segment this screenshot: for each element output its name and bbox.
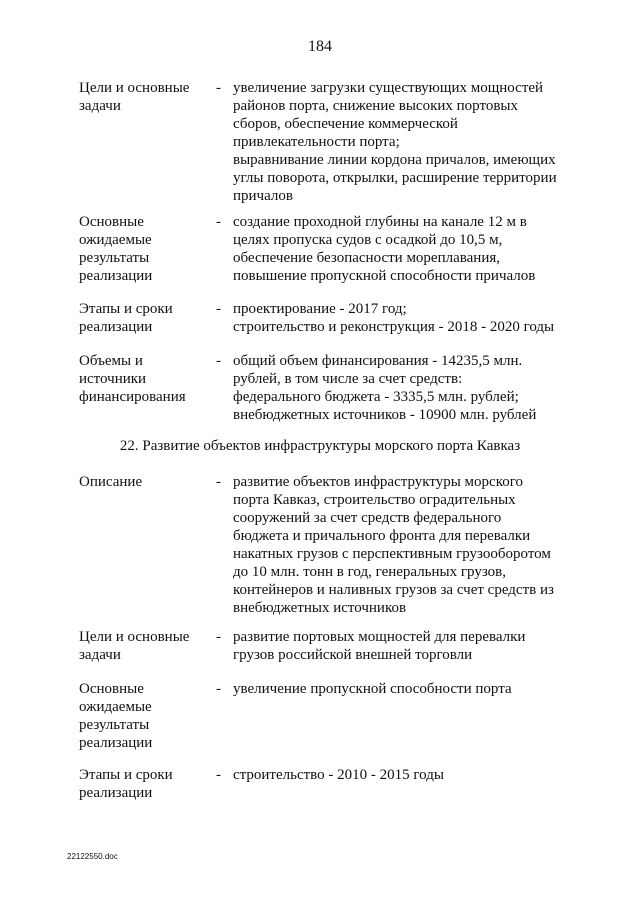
row-text-line: сооружений за счет средств федерального — [233, 510, 502, 526]
row-label — [79, 628, 209, 664]
row-label-line: Объемы и — [79, 353, 143, 369]
row-label — [79, 680, 209, 752]
row-label-line: результаты — [79, 717, 150, 733]
row-text-line: выравнивание линии кордона причалов, имеющих — [233, 152, 556, 168]
row-label — [79, 300, 209, 336]
row-text-line: порта Кавказ, строительство оградительных — [233, 492, 516, 508]
row-text-line: строительство и реконструкция - 2018 - 2020 годы — [233, 319, 555, 335]
row-text — [233, 680, 573, 698]
row-label-line: реализации — [79, 735, 153, 751]
row-label-line: реализации — [79, 785, 153, 801]
row-text-line: развитие портовых мощностей для перевалки — [233, 629, 526, 645]
row-text — [233, 352, 573, 424]
row-label-line: задачи — [79, 647, 121, 663]
row-label-line: Этапы и сроки — [79, 767, 173, 783]
row-dash: - — [216, 629, 221, 645]
row-text — [233, 766, 573, 784]
row-text-line: обеспечение безопасности мореплавания, — [233, 250, 501, 266]
row-text-line: проектирование - 2017 год; — [233, 301, 407, 317]
row-label-line: реализации — [79, 319, 153, 335]
row-label-line: Цели и основные — [79, 629, 190, 645]
page-number: 184 — [308, 38, 332, 55]
row-label — [79, 79, 209, 115]
row-text-line: районов порта, снижение высоких портовых — [233, 98, 518, 114]
row-label-line: результаты — [79, 250, 150, 266]
row-text-line: развитие объектов инфраструктуры морского — [233, 474, 523, 490]
row-dash: - — [216, 80, 221, 96]
row-text-line: внебюджетных источников - 10900 млн. рублей — [233, 407, 537, 423]
row-label — [79, 473, 209, 491]
row-text-line: контейнеров и наливных грузов за счет средств из — [233, 582, 554, 598]
row-label-line: Описание — [79, 474, 143, 490]
row-text-line: причалов — [233, 188, 293, 204]
row-dash: - — [216, 301, 221, 317]
row-text — [233, 628, 573, 664]
row-dash: - — [216, 767, 221, 783]
row-dash: - — [216, 353, 221, 369]
row-text-line: углы поворота, открылки, расширение территории — [233, 170, 557, 186]
row-label-line: Основные — [79, 681, 144, 697]
section-heading: 22. Развитие объектов инфраструктуры морского порта Кавказ — [119, 438, 521, 454]
row-text-line: внебюджетных источников — [233, 600, 407, 616]
row-text-line: целях пропуска судов с осадкой до 10,5 м, — [233, 232, 503, 248]
row-label-line: финансирования — [79, 389, 186, 405]
row-text-line: бюджета и причального фронта для перевалки — [233, 528, 531, 544]
row-text-line: повышение пропускной способности причалов — [233, 268, 536, 284]
row-label-line: задачи — [79, 98, 121, 114]
row-label-line: Цели и основные — [79, 80, 190, 96]
row-label — [79, 352, 209, 406]
row-dash: - — [216, 681, 221, 697]
row-text-line: общий объем финансирования - 14235,5 млн. — [233, 353, 523, 369]
row-dash: - — [216, 474, 221, 490]
row-text-line: накатных грузов с перспективным грузооборотом — [233, 546, 551, 562]
row-text — [233, 473, 573, 617]
document-filename: 22122550.doc — [67, 852, 118, 861]
row-text-line: рублей, в том числе за счет средств: — [233, 371, 463, 387]
row-label-line: реализации — [79, 268, 153, 284]
row-text-line: сборов, обеспечение коммерческой — [233, 116, 458, 132]
row-label — [79, 766, 209, 802]
row-text — [233, 79, 573, 205]
row-text-line: создание проходной глубины на канале 12 м в — [233, 214, 527, 230]
row-text — [233, 300, 573, 336]
row-label-line: Основные — [79, 214, 144, 230]
row-label-line: Этапы и сроки — [79, 301, 173, 317]
row-text-line: увеличение пропускной способности порта — [233, 681, 512, 697]
row-label-line: источники — [79, 371, 147, 387]
row-label — [79, 213, 209, 285]
row-text — [233, 213, 573, 285]
row-label-line: ожидаемые — [79, 232, 152, 248]
row-text-line: увеличение загрузки существующих мощностей — [233, 80, 544, 96]
row-text-line: федерального бюджета - 3335,5 млн. рублей; — [233, 389, 519, 405]
row-dash: - — [216, 214, 221, 230]
row-label-line: ожидаемые — [79, 699, 152, 715]
row-text-line: до 10 млн. тонн в год, генеральных грузов, — [233, 564, 507, 580]
row-text-line: грузов российской внешней торговли — [233, 647, 473, 663]
row-text-line: привлекательности порта; — [233, 134, 400, 150]
row-text-line: строительство - 2010 - 2015 годы — [233, 767, 444, 783]
